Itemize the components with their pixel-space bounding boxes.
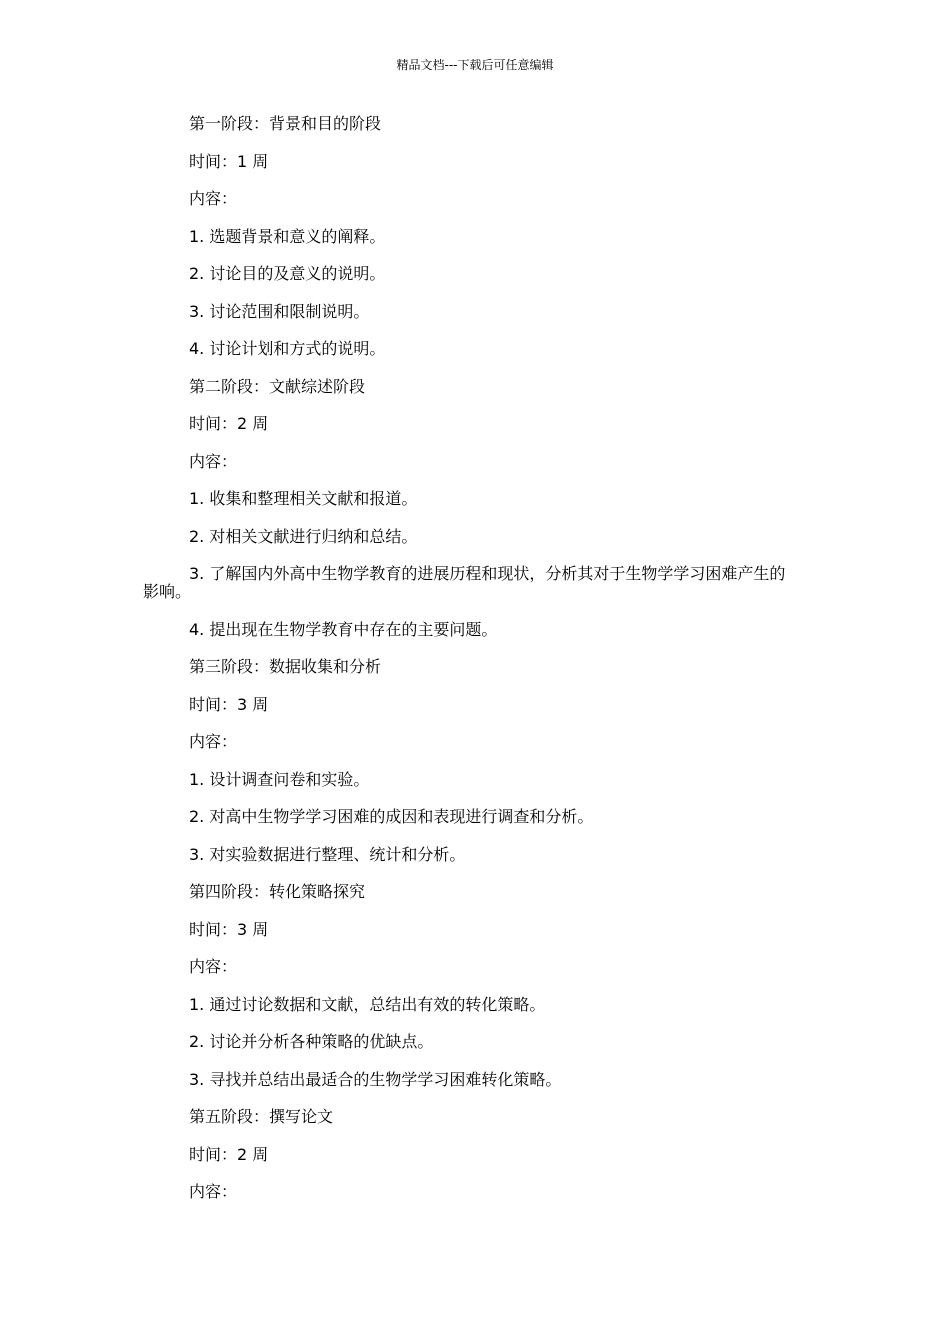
stage-3-content-label: 内容： — [189, 732, 238, 751]
stage-3-item-2: 2. 对高中生物学学习困难的成因和表现进行调查和分析。 — [189, 807, 594, 826]
stage-5-content-label: 内容： — [189, 1182, 238, 1201]
stage-5-time: 时间：2 周 — [189, 1144, 269, 1164]
stage-1-item-2: 2. 讨论目的及意义的说明。 — [189, 264, 386, 283]
stage-1-item-1: 1. 选题背景和意义的阐释。 — [189, 226, 386, 246]
stage-2-time: 时间：2 周 — [189, 414, 269, 433]
stage-4-heading: 第四阶段：转化策略探究 — [189, 882, 366, 901]
stage-2-item-1: 1. 收集和整理相关文献和报道。 — [189, 489, 418, 508]
stage-5-heading: 第五阶段：撰写论文 — [189, 1107, 334, 1126]
document-header: 精品文档---下载后可任意编辑 — [396, 58, 554, 72]
stage-3-time: 时间：3 周 — [189, 694, 269, 714]
stage-4-time: 时间：3 周 — [189, 919, 269, 939]
stage-2-item-3: 3. 了解国内外高中生物学教育的进展历程和现状，分析其对于生物学学习困难产生的影响。 — [143, 564, 786, 601]
stage-1-item-4: 4. 讨论计划和方式的说明。 — [189, 339, 386, 358]
stage-4-content-label: 内容： — [189, 957, 238, 976]
stage-2-heading: 第二阶段：文献综述阶段 — [189, 376, 366, 396]
stage-4-item-1: 1. 通过讨论数据和文献，总结出有效的转化策略。 — [189, 994, 546, 1014]
stage-2-item-4: 4. 提出现在生物学教育中存在的主要问题。 — [189, 619, 498, 639]
stage-1-item-3: 3. 讨论范围和限制说明。 — [189, 301, 370, 321]
stage-1-heading: 第一阶段：背景和目的阶段 — [189, 114, 382, 133]
stage-4-item-2: 2. 讨论并分析各种策略的优缺点。 — [189, 1032, 434, 1051]
document-body — [143, 115, 795, 1221]
stage-2-content-label: 内容： — [189, 451, 238, 471]
stage-3-heading: 第三阶段：数据收集和分析 — [189, 657, 382, 676]
stage-1-content-label: 内容： — [189, 189, 238, 208]
stage-3-item-3: 3. 对实验数据进行整理、统计和分析。 — [189, 844, 466, 864]
stage-4-item-3: 3. 寻找并总结出最适合的生物学学习困难转化策略。 — [189, 1069, 562, 1089]
stage-1-time: 时间：1 周 — [189, 151, 269, 171]
stage-3-item-1: 1. 设计调查问卷和实验。 — [189, 769, 370, 789]
stage-2-item-2: 2. 对相关文献进行归纳和总结。 — [189, 526, 418, 546]
